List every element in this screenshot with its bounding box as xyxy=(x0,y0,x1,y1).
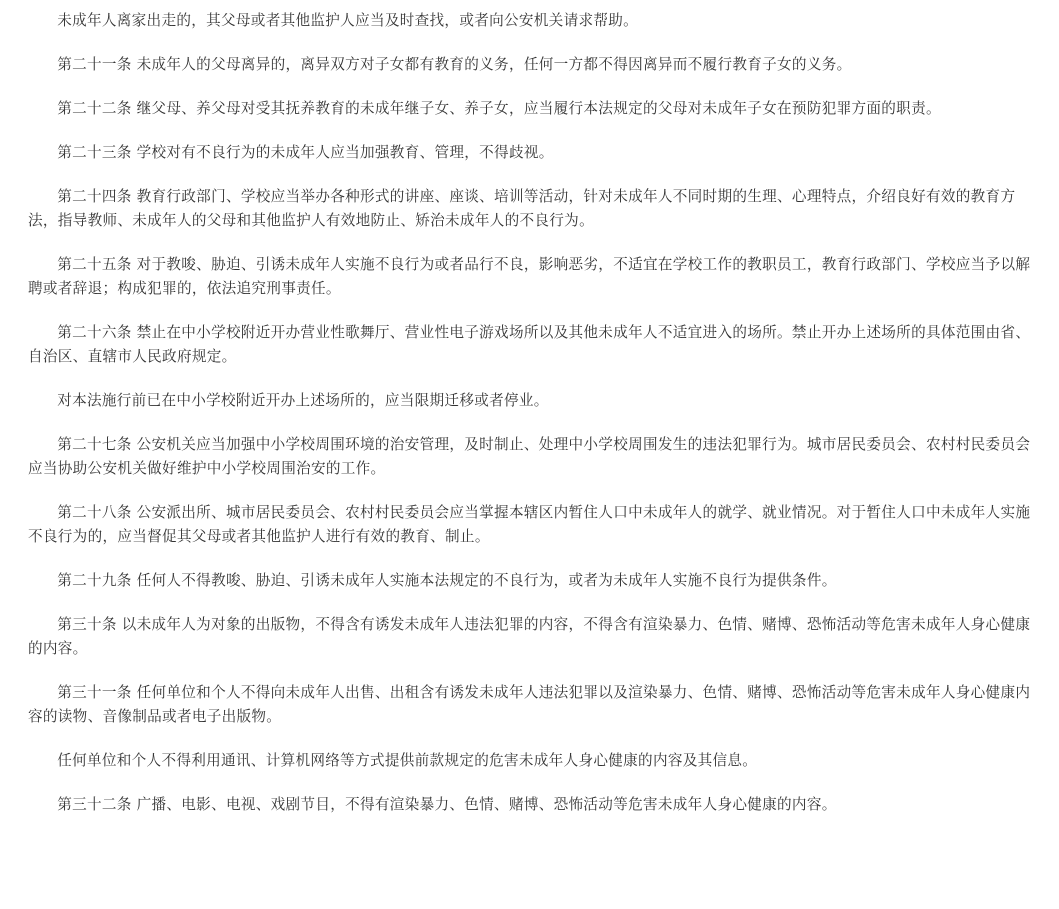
article-22: 第二十二条 继父母、养父母对受其抚养教育的未成年继子女、养子女，应当履行本法规定的父母对未成年子女在预防犯罪方面的职责。 xyxy=(57,100,941,117)
article-29: 第二十九条 任何人不得教唆、胁迫、引诱未成年人实施本法规定的不良行为，或者为未成年人实施不良行为提供条件。 xyxy=(57,572,837,589)
article-31: 第三十一条 任何单位和个人不得向未成年人出售、出租含有诱发未成年人违法犯罪以及渲染暴力、色情、赌博、恐怖活动等危害未成年人身心健康内容的读物、音像制品或者电子出版物。 xyxy=(28,684,1031,725)
article-32: 第三十二条 广播、电影、电视、戏剧节目，不得有渲染暴力、色情、赌博、恐怖活动等危害未成年人身心健康的内容。 xyxy=(57,796,837,813)
article-24: 第二十四条 教育行政部门、学校应当举办各种形式的讲座、座谈、培训等活动，针对未成年人不同时期的生理、心理特点，介绍良好有效的教育方法，指导教师、未成年人的父母和其他监护人有效地防止、矫治未成年人的不良行为。 xyxy=(28,188,1016,229)
article-23: 第二十三条 学校对有不良行为的未成年人应当加强教育、管理，不得歧视。 xyxy=(57,144,554,161)
article-30: 第三十条 以未成年人为对象的出版物，不得含有诱发未成年人违法犯罪的内容，不得含有渲染暴力、色情、赌博、恐怖活动等危害未成年人身心健康的内容。 xyxy=(28,616,1031,657)
article-26: 第二十六条 禁止在中小学校附近开办营业性歌舞厅、营业性电子游戏场所以及其他未成年人不适宜进入的场所。禁止开办上述场所的具体范围由省、自治区、直辖市人民政府规定。 xyxy=(28,324,1031,365)
article-25: 第二十五条 对于教唆、胁迫、引诱未成年人实施不良行为或者品行不良，影响恶劣，不适宜在学校工作的教职员工，教育行政部门、学校应当予以解聘或者辞退；构成犯罪的，依法追究刑事责任。 xyxy=(28,256,1031,297)
paragraph: 对本法施行前已在中小学校附近开办上述场所的，应当限期迁移或者停业。 xyxy=(57,392,549,409)
paragraph: 未成年人离家出走的，其父母或者其他监护人应当及时查找，或者向公安机关请求帮助。 xyxy=(57,12,639,29)
article-28: 第二十八条 公安派出所、城市居民委员会、农村村民委员会应当掌握本辖区内暂住人口中未成年人的就学、就业情况。对于暂住人口中未成年人实施不良行为的，应当督促其父母或者其他监护人进行有效的教育、制止。 xyxy=(28,504,1031,545)
article-body xyxy=(28,0,1034,837)
paragraph: 任何单位和个人不得利用通讯、计算机网络等方式提供前款规定的危害未成年人身心健康的内容及其信息。 xyxy=(57,752,758,769)
article-27: 第二十七条 公安机关应当加强中小学校周围环境的治安管理，及时制止、处理中小学校周围发生的违法犯罪行为。城市居民委员会、农村村民委员会应当协助公安机关做好维护中小学校周围治安的工作。 xyxy=(28,436,1031,477)
article-21: 第二十一条 未成年人的父母离异的，离异双方对子女都有教育的义务，任何一方都不得因离异而不履行教育子女的义务。 xyxy=(57,56,852,73)
